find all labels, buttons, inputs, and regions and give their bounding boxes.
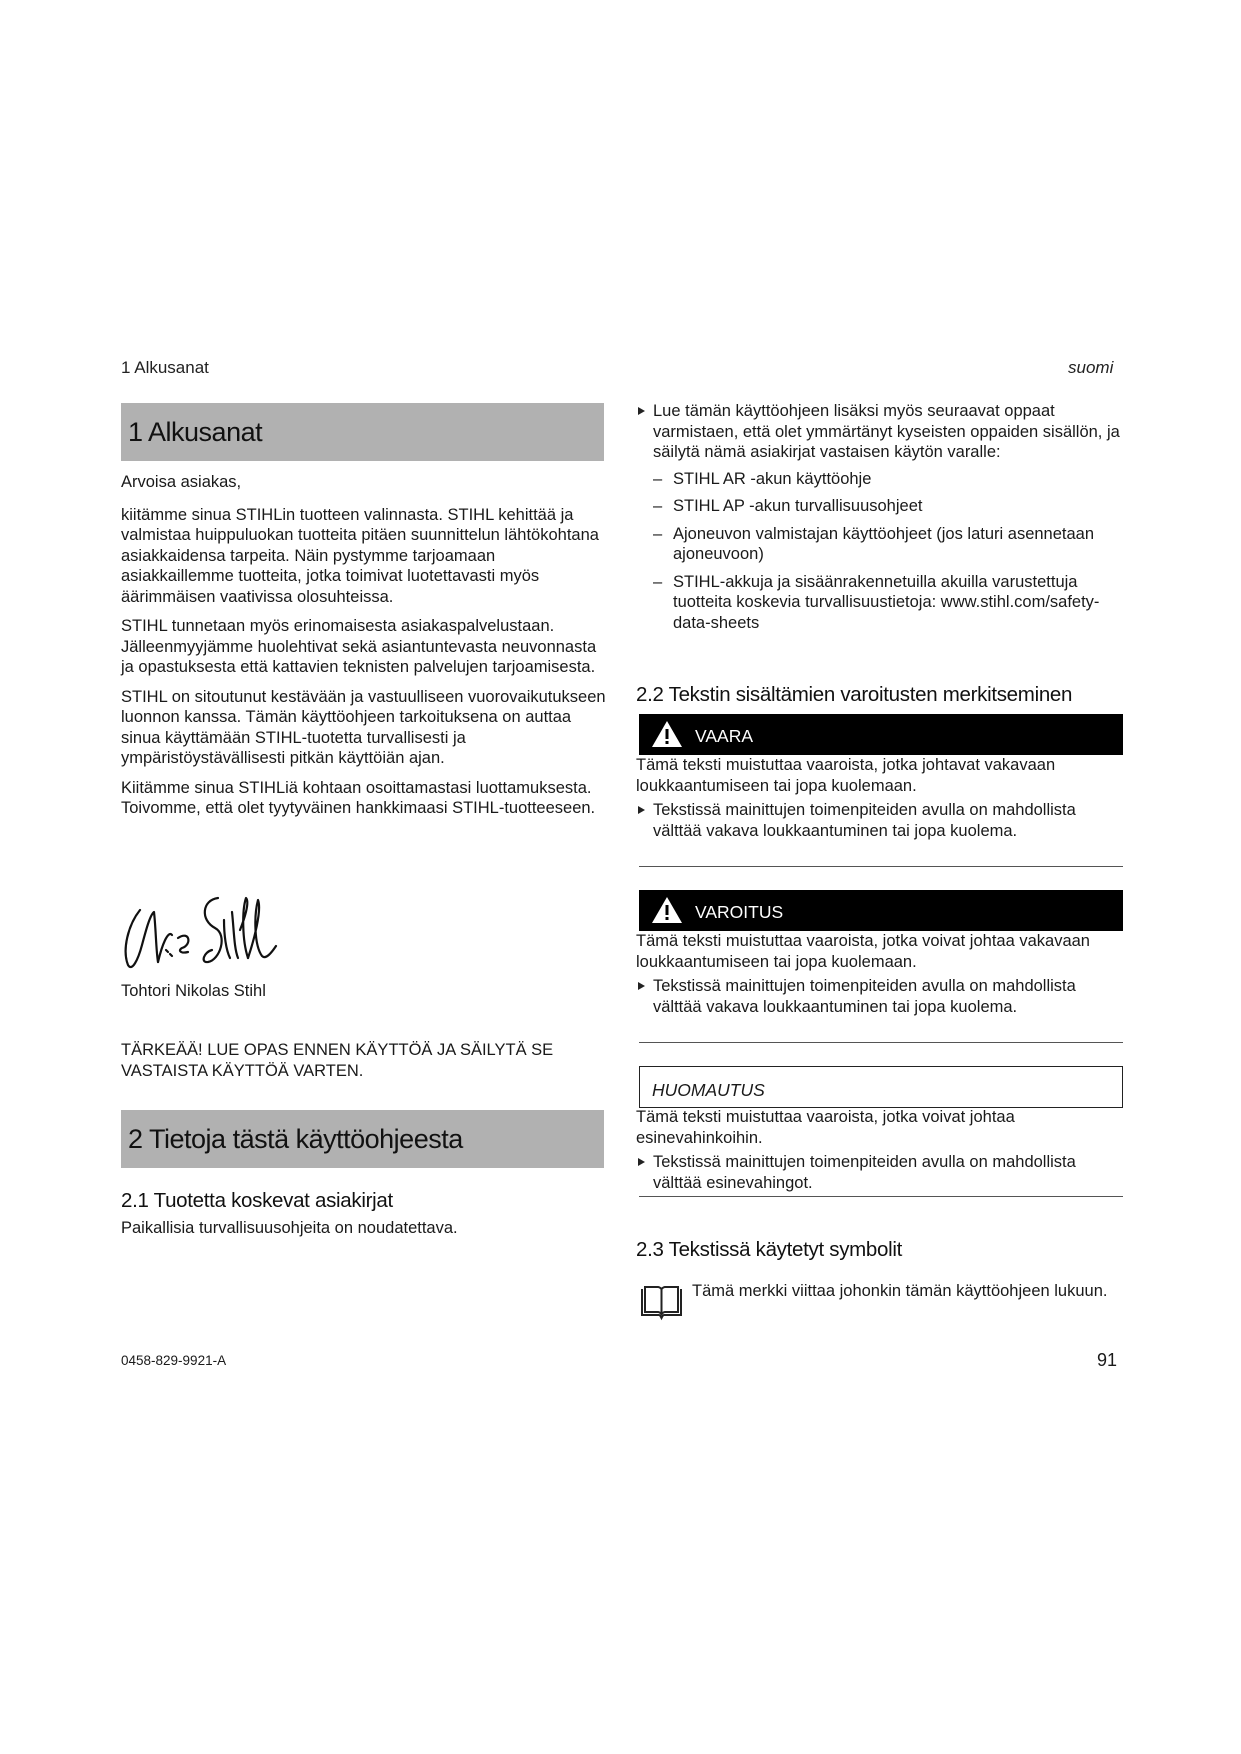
- preface-paragraph-4: Kiitämme sinua STIHLiä kohtaan osoittamastasi luottamuksesta. Toivomme, että olet tyytyväinen hankkimaasi STIHL-tuotteeseen.: [121, 778, 596, 817]
- notice-text: Tämä teksti muistuttaa vaaroista, jotka voivat johtaa esinevahinkoihin.: [636, 1108, 1015, 1147]
- section-2-1-text: Paikallisia turvallisuusohjeita on noudatettava.: [121, 1219, 458, 1237]
- notice-rule: [639, 1196, 1123, 1197]
- warning-rule: [639, 1042, 1123, 1043]
- notice-box: [639, 1066, 1123, 1108]
- warning-banner: [639, 890, 1123, 931]
- signature-name: Tohtori Nikolas Stihl: [121, 982, 266, 1000]
- danger-banner: [639, 714, 1123, 755]
- related-doc-item: – STIHL AP -akun turvallisuusohjeet: [653, 497, 923, 515]
- running-header-language: suomi: [1068, 358, 1114, 377]
- related-doc-item: – Ajoneuvon valmistajan käyttöohjeet (jos laturi asennetaan ajoneuvoon): [653, 524, 1095, 563]
- important-notice-line-2: VASTAISTA KÄYTTÖÄ VARTEN.: [121, 1062, 364, 1080]
- section-1-heading: 1 Alkusanat: [121, 403, 604, 461]
- running-header-section: 1 Alkusanat: [121, 358, 209, 377]
- related-doc-item: – STIHL AR -akun käyttöohje: [653, 469, 872, 488]
- preface-paragraph-1: kiitämme sinua STIHLin tuotteen valinnasta. STIHL kehittää ja valmistaa huippuluokan tuotteita pitäen suunnittelun lähtökohtana asiakkaidensa tarpeita. Näin pystymme tarjoamaan asiakkaillemme tuotteita, jotka toimivat luotettavasti myös äärimmäisen vaativissa olosuhteissa.: [121, 505, 599, 606]
- preface-body: [121, 472, 611, 828]
- related-doc-item: – STIHL-akkuja ja sisäänrakennetuilla akuilla varustettuja tuotteita koskevia turvallisuustietoja: www.stihl.com/safety-data-sheets: [653, 572, 1100, 632]
- danger-measure: Tekstissä mainittujen toimenpiteiden avulla on mahdollista välttää vakava loukkaantuminen tai jopa kuolema.: [636, 800, 1126, 841]
- section-2-1-heading: 2.1 Tuotetta koskevat asiakirjat: [121, 1189, 393, 1212]
- danger-label: VAARA: [695, 726, 754, 746]
- related-docs-instruction: Lue tämän käyttöohjeen lisäksi myös seuraavat oppaat varmistaen, että olet ymmärtänyt kyseisten oppaiden sisällön, ja säilytä nämä asiakirjat vastaisen käytön varalle:: [636, 401, 1126, 463]
- bullet-arrow-icon: [638, 407, 645, 415]
- important-notice-line-1: TÄRKEÄÄ! LUE OPAS ENNEN KÄYTTÖÄ JA SÄILYTÄ SE: [121, 1041, 554, 1059]
- related-docs-block: [636, 401, 1126, 633]
- warning-triangle-icon: [651, 720, 683, 748]
- preface-paragraph-2: STIHL tunnetaan myös erinomaisesta asiakaspalvelustaan. Jälleenmyyjämme huolehtivat sekä asiantuntevasta neuvonnasta ja opastuksesta että kattavien teknisten palvelujen tarjoamisesta.: [121, 617, 597, 676]
- warning-label: VAROITUS: [695, 902, 784, 922]
- section-2-heading: 2 Tietoja tästä käyttöohjeesta: [121, 1110, 604, 1168]
- greeting: Arvoisa asiakas,: [121, 473, 242, 491]
- notice-measure: Tekstissä mainittujen toimenpiteiden avulla on mahdollista välttää esinevahingot.: [636, 1152, 1126, 1193]
- preface-paragraph-3: STIHL on sitoutunut kestävään ja vastuulliseen vuorovaikutukseen luonnon kanssa. Tämän käyttöohjeen tarkoituksena on auttaa sinua käyttämään STIHL-tuotetta turvallisesti ja ympäristöystävällisesti pitkän käyttöiän ajan.: [121, 687, 606, 767]
- footer-doc-number: 0458-829-9921-A: [121, 1353, 227, 1368]
- signature-image: [120, 890, 290, 975]
- page-number: 91: [1097, 1350, 1118, 1370]
- danger-rule: [639, 866, 1123, 867]
- bullet-arrow-icon: [638, 982, 645, 990]
- symbol-description: Tämä merkki viittaa johonkin tämän käyttöohjeen lukuun.: [692, 1282, 1108, 1300]
- warning-measure: Tekstissä mainittujen toimenpiteiden avulla on mahdollista välttää vakava loukkaantuminen tai jopa kuolema.: [636, 976, 1126, 1017]
- notice-body: [636, 1107, 1126, 1193]
- section-2-3-heading: 2.3 Tekstissä käytetyt symbolit: [636, 1238, 903, 1261]
- book-icon: [639, 1285, 684, 1321]
- danger-body: [636, 755, 1126, 841]
- danger-text: Tämä teksti muistuttaa vaaroista, jotka johtavat vakavaan loukkaantumiseen tai jopa kuolemaan.: [636, 756, 1056, 795]
- important-notice: [121, 1040, 621, 1082]
- notice-label: HUOMAUTUS: [652, 1080, 765, 1100]
- section-2-2-heading: 2.2 Tekstin sisältämien varoitusten merkitseminen: [636, 683, 1073, 706]
- warning-triangle-icon: [651, 896, 683, 924]
- bullet-arrow-icon: [638, 1158, 645, 1166]
- warning-body: [636, 931, 1126, 1017]
- warning-text: Tämä teksti muistuttaa vaaroista, jotka voivat johtaa vakavaan loukkaantumiseen tai jopa kuolemaan.: [636, 932, 1090, 971]
- bullet-arrow-icon: [638, 806, 645, 814]
